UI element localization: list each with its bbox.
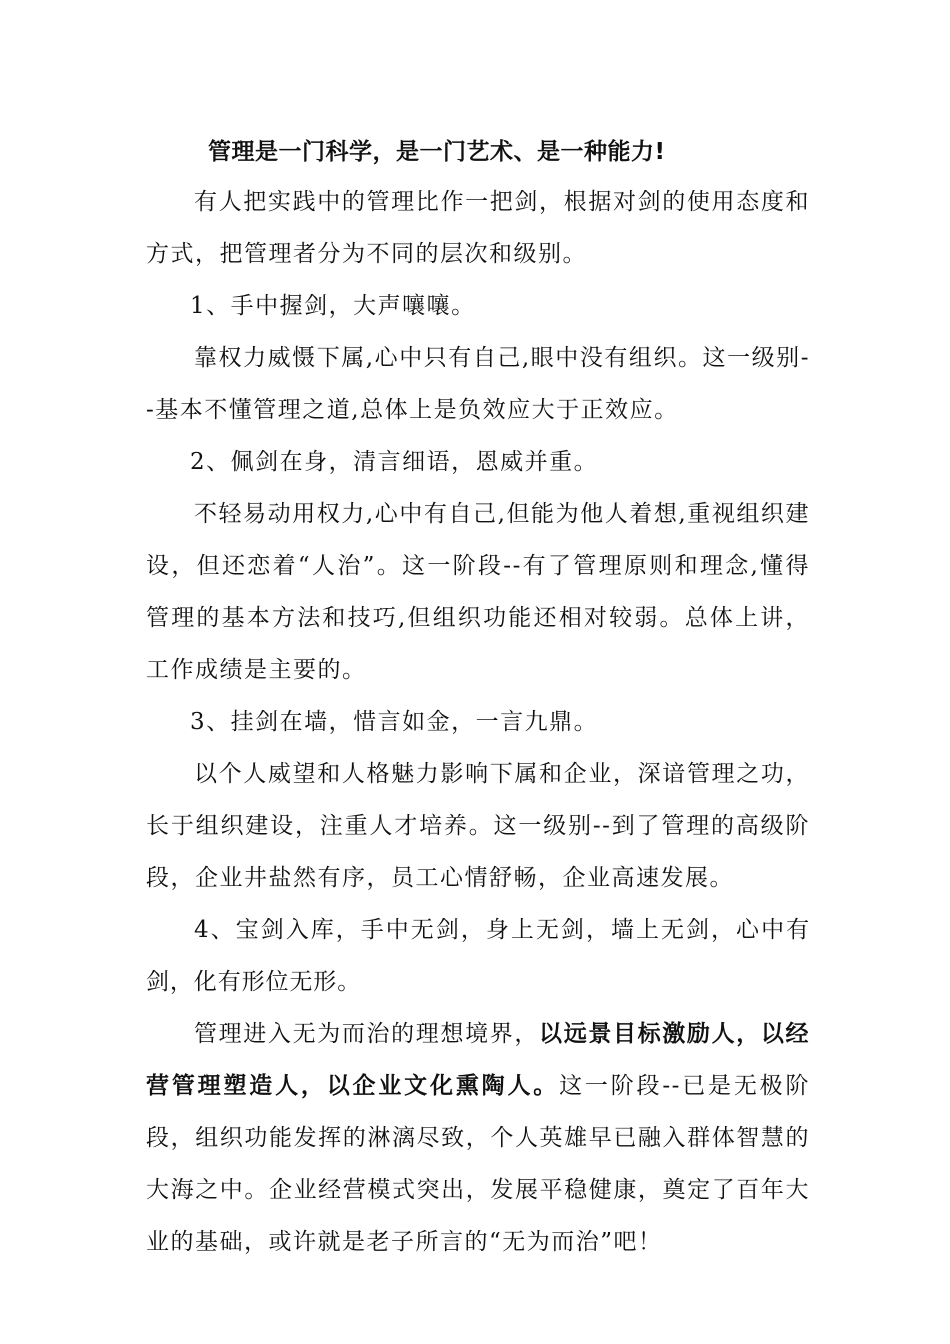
document-body — [146, 128, 810, 1268]
level-4-heading: 4、宝剑入库，手中无剑，身上无剑，墙上无剑，心中有剑，化有形位无形。 — [146, 917, 810, 995]
level-3-heading: 3、挂剑在墙，惜言如金，一言九鼎。 — [190, 709, 599, 735]
document-title: 管理是一门科学，是一门艺术、是一种能力! — [208, 139, 666, 165]
level-4-body-lead: 管理进入无为而治的理想境界， — [194, 1021, 540, 1047]
level-1-body: 靠权力威慑下属,心中只有自己,眼中没有组织。这一级别--基本不懂管理之道,总体上是负效应大于正效应。 — [146, 345, 810, 423]
intro-paragraph: 有人把实践中的管理比作一把剑，根据对剑的使用态度和方式，把管理者分为不同的层次和级别。 — [146, 189, 810, 267]
level-3-body: 以个人威望和人格魅力影响下属和企业，深谙管理之功，长于组织建设，注重人才培养。这一级别--到了管理的高级阶段，企业井盐然有序，员工心情舒畅，企业高速发展。 — [146, 761, 810, 891]
level-2-body: 不轻易动用权力,心中有自己,但能为他人着想,重视组织建设，但还恋着“人治”。这一阶段--有了管理原则和理念,懂得管理的基本方法和技巧,但组织功能还相对较弱。总体上讲，工作成绩是主要的。 — [146, 501, 810, 683]
level-4-body — [146, 1008, 810, 1268]
level-4-body-emphasis: 以远景目标激励人，以经营管理塑造人，以企业文化熏陶人。 — [146, 1021, 811, 1099]
level-1-heading: 1、手中握剑，大声嚷嚷。 — [190, 293, 476, 319]
level-4-body-tail: 这一阶段--已是无极阶段，组织功能发挥的淋漓尽致，个人英雄早已融入群体智慧的大海之中。企业经营模式突出，发展平稳健康，奠定了百年大业的基础，或许就是老子所言的“无为而治”吧！ — [146, 1073, 810, 1255]
level-2-heading: 2、佩剑在身，清言细语，恩威并重。 — [190, 449, 599, 475]
